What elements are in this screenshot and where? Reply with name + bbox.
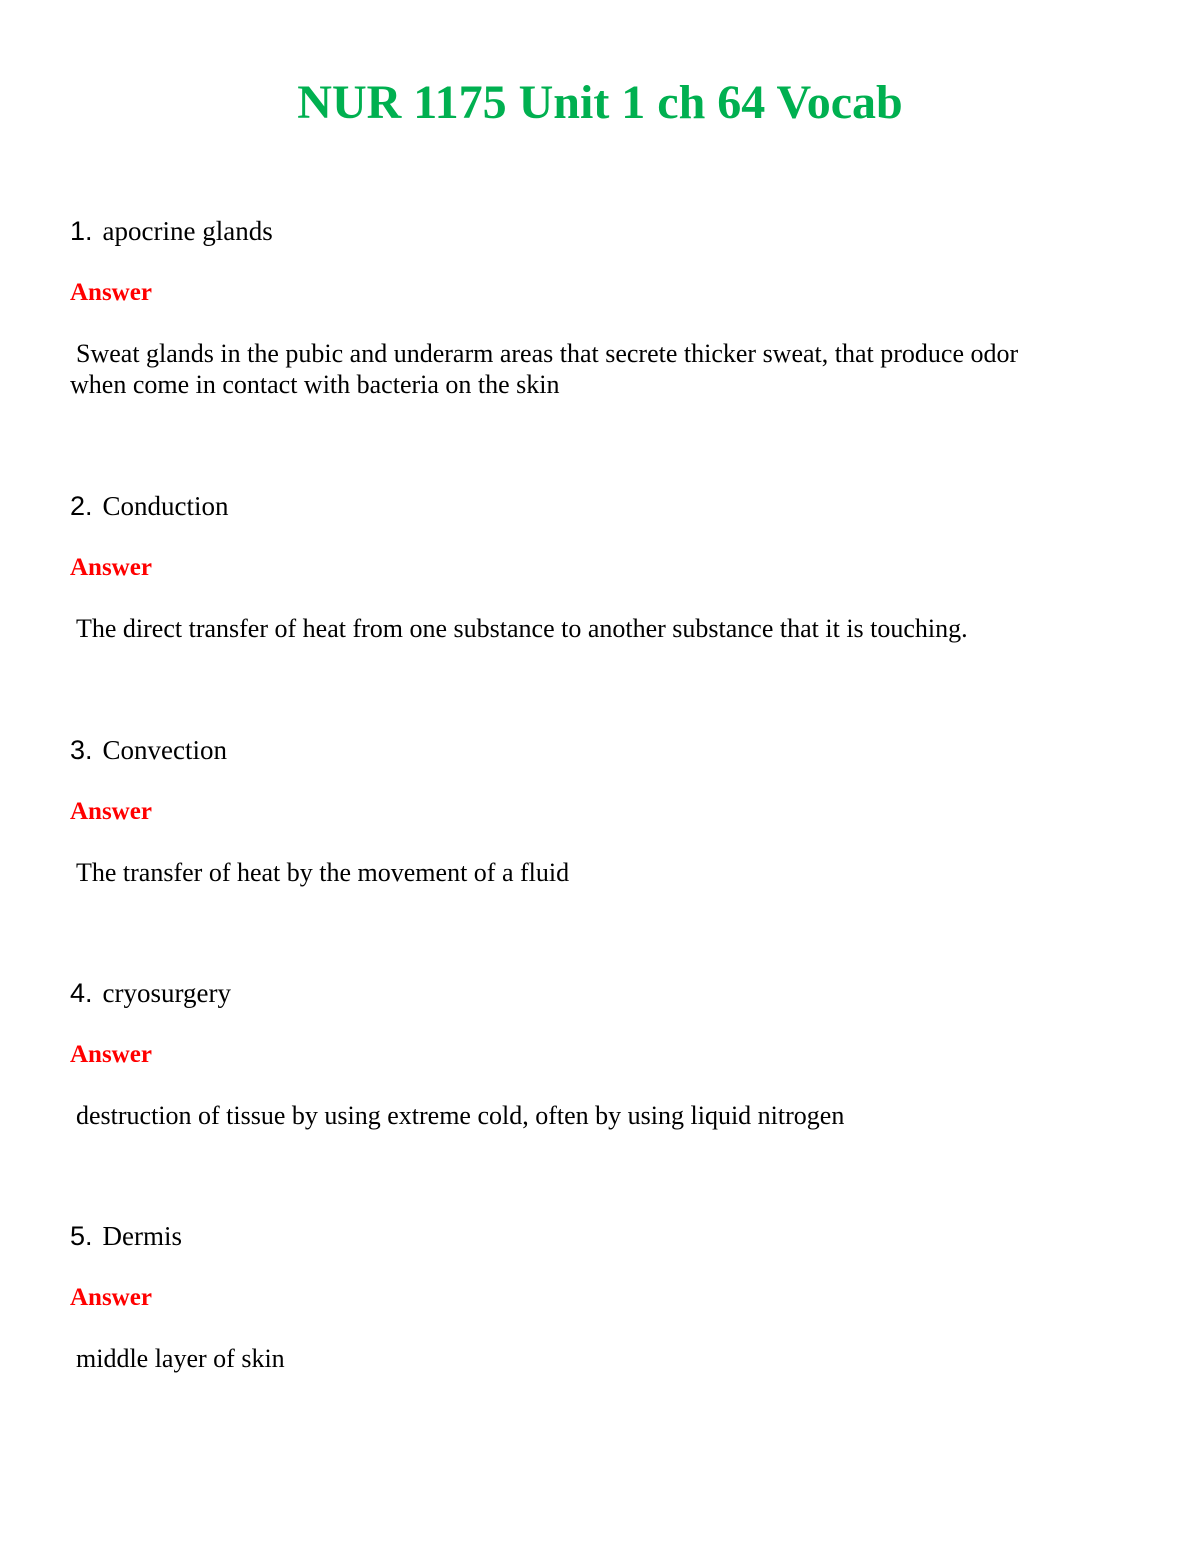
- vocab-item-1: [70, 214, 1130, 399]
- definition-text: destruction of tissue by using extreme cold, often by using liquid nitrogen: [76, 1101, 845, 1130]
- answer-label: Answer: [70, 554, 152, 581]
- answer-label: Answer: [70, 1041, 152, 1068]
- definition-text: Sweat glands in the pubic and underarm areas that secrete thicker sweat, that produce odor when come in contact with bacteria on the skin: [70, 339, 1019, 399]
- term-line: [70, 214, 1130, 248]
- definition-text: The direct transfer of heat from one substance to another substance that it is touching.: [76, 614, 968, 643]
- vocab-item-3: [70, 733, 1130, 887]
- page-title: NUR 1175 Unit 1 ch 64 Vocab: [297, 76, 903, 129]
- vocab-term: Convection: [102, 735, 228, 765]
- term-line: [70, 489, 1130, 523]
- answer-label: Answer: [70, 798, 152, 825]
- item-number: 1.: [70, 216, 93, 246]
- vocab-item-2: [70, 489, 1130, 643]
- term-line: [70, 733, 1130, 767]
- term-line: [70, 1219, 1130, 1253]
- vocab-item-5: [70, 1219, 1130, 1373]
- answer-label: Answer: [70, 279, 152, 306]
- vocab-term: apocrine glands: [102, 216, 273, 246]
- item-number: 3.: [70, 735, 93, 765]
- answer-label: Answer: [70, 1284, 152, 1311]
- item-number: 4.: [70, 978, 93, 1008]
- vocab-item-4: [70, 976, 1130, 1130]
- vocab-term: Dermis: [102, 1221, 183, 1251]
- vocab-term: cryosurgery: [102, 978, 231, 1008]
- item-number: 5.: [70, 1221, 93, 1251]
- term-line: [70, 976, 1130, 1010]
- item-number: 2.: [70, 491, 93, 521]
- vocab-term: Conduction: [102, 491, 229, 521]
- definition-text: middle layer of skin: [76, 1344, 285, 1373]
- definition-text: The transfer of heat by the movement of a fluid: [76, 858, 570, 887]
